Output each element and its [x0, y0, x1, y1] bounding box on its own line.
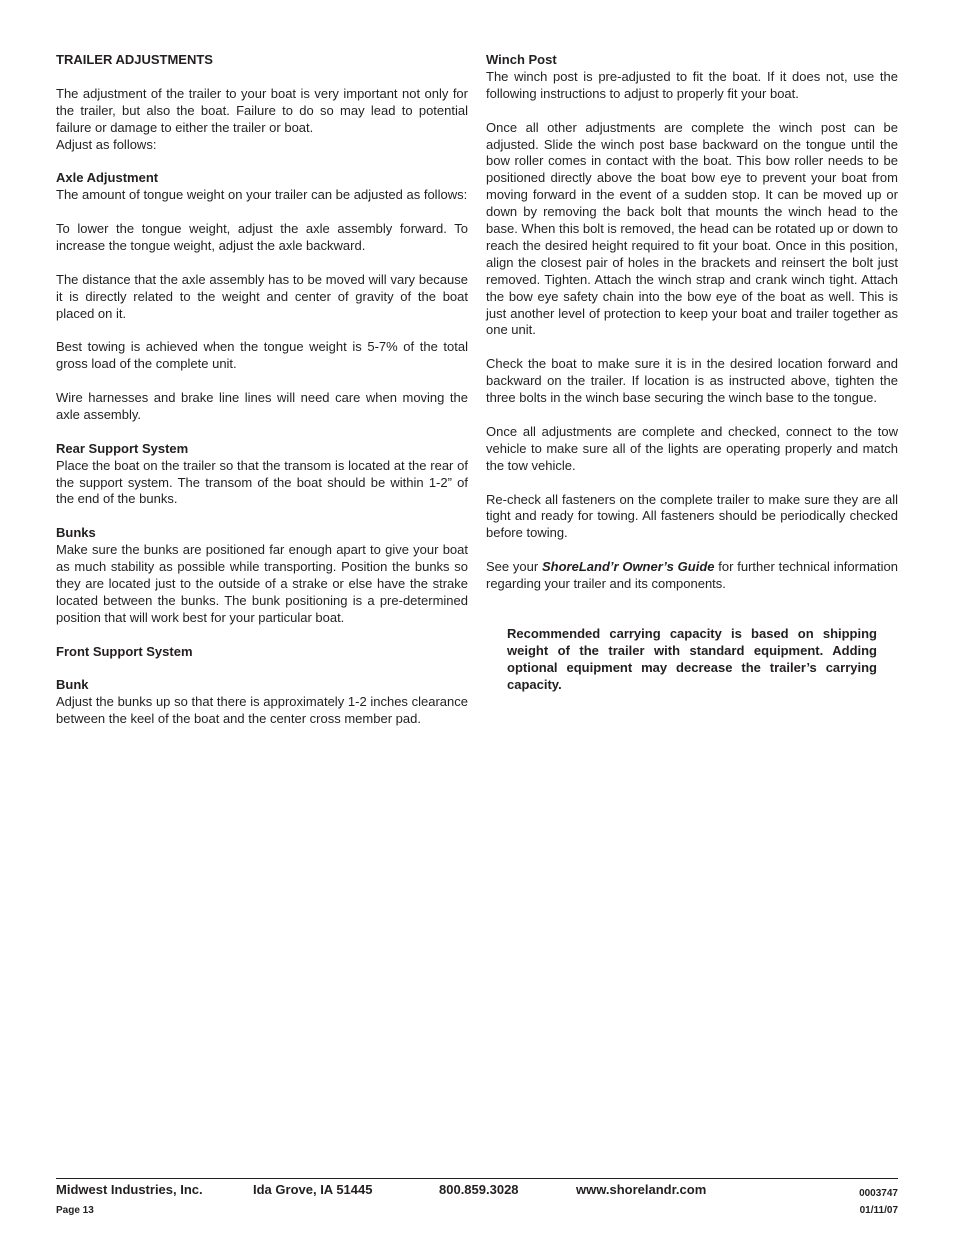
footer-company: Midwest Industries, Inc.: [56, 1182, 203, 1197]
intro-paragraph: The adjustment of the trailer to your boat is very important not only for the trailer, but also the boat. Failure to do so may lead to potential failure or damage to either the trailer or boat.: [56, 85, 468, 135]
see-text-rest: for further technical information regarding your trailer and its components.: [486, 559, 898, 592]
see-text: See your: [486, 559, 542, 575]
bunks-heading: Bunks: [56, 525, 96, 541]
footer-date: 01/11/07: [859, 1205, 898, 1216]
winch-paragraph-4: Once all adjustments are complete and checked, connect to the tow vehicle to make sure all of the lights are operating properly and match the tow vehicle.: [486, 423, 898, 473]
left-column: [56, 52, 468, 745]
winch-paragraph-1: The winch post is pre-adjusted to fit the boat. If it does not, use the following instructions to adjust to properly fit your boat.: [486, 68, 898, 101]
winch-paragraph-5: Re-check all fasteners on the complete trailer to make sure they are all tight and ready for towing. All fasteners should be periodically checked before towing.: [486, 491, 898, 541]
rear-support-heading: Rear Support System: [56, 440, 189, 456]
footer-website: www.shorelandr.com: [576, 1182, 707, 1197]
axle-paragraph-5: Wire harnesses and brake line lines will need care when moving the axle assembly.: [56, 390, 468, 422]
footer-doc-number: 0003747: [859, 1188, 898, 1199]
bunks-paragraph: Make sure the bunks are positioned far enough apart to give your boat as much stability as possible while transporting. Position the bunks so they are located just to the outside of a strake or else have the strake located between the bunks. The bunk positioning is a pre-determined position that will work best for your particular boat.: [56, 542, 468, 625]
intro-paragraph-2: Adjust as follows:: [56, 136, 157, 152]
winch-paragraph-2: Once all other adjustments are complete the winch post can be adjusted. Slide the winch post base backward on the tongue until the bow roller comes in contact with the boat. This bow roller needs to be positioned directly above the boat bow eye to prevent your boat from moving forward in the event of a sudden stop. It can be moved up or down by removing the back bolt that mounts the winch head to the base. When this bolt is removed, the head can be rotated up or down to reach the desired height required to fit your boat. Once in this position, align the closest pair of holes in the brackets and reinsert the bolt just removed. Tighten. Attach the winch strap and crank winch tight. Attach the bow eye safety chain into the bow eye of the boat as well. This is just another level of protection to keep your boat and trailer together as one unit.: [486, 119, 898, 338]
footer-phone: 800.859.3028: [439, 1182, 519, 1197]
axle-paragraph-4: Best towing is achieved when the tongue weight is 5-7% of the total gross load of the complete unit.: [56, 339, 468, 372]
winch-post-heading: Winch Post: [486, 52, 557, 67]
front-support-heading: Front Support System: [56, 643, 193, 659]
axle-paragraph-1: The amount of tongue weight on your trailer can be adjusted as follows:: [56, 187, 468, 203]
owners-guide-title: ShoreLand’r Owner’s Guide: [541, 559, 715, 575]
axle-paragraph-2: To lower the tongue weight, adjust the axle assembly forward. To increase the tongue weight, adjust the axle backward.: [56, 221, 468, 253]
right-column: [486, 52, 898, 694]
footer-city: Ida Grove, IA 51445: [253, 1182, 373, 1197]
bunk-paragraph: Adjust the bunks up so that there is approximately 1-2 inches clearance between the keel of the boat and the center cross member pad.: [56, 694, 468, 727]
bunk-heading: Bunk: [56, 677, 89, 693]
owners-guide-paragraph: [486, 559, 898, 593]
page-number: Page 13: [56, 1205, 94, 1216]
footer-divider: [56, 1178, 898, 1179]
winch-paragraph-3: Check the boat to make sure it is in the desired location forward and backward on the trailer. If location is as instructed above, tighten the three bolts in the winch base securing the winch base to the tongue.: [486, 356, 898, 406]
axle-heading: Axle Adjustment: [56, 170, 159, 186]
section-title: TRAILER ADJUSTMENTS: [56, 52, 213, 67]
capacity-warning: Recommended carrying capacity is based on shipping weight of the trailer with standard equipment. Adding optional equipment may decrease the trailer’s carrying capacity.: [507, 625, 877, 692]
axle-paragraph-3: The distance that the axle assembly has to be moved will vary because it is directly related to the weight and center of gravity of the boat placed on it.: [56, 271, 468, 321]
rear-support-paragraph: Place the boat on the trailer so that the transom is located at the rear of the support system. The transom of the boat should be within 1-2” of the end of the bunks.: [56, 457, 468, 507]
